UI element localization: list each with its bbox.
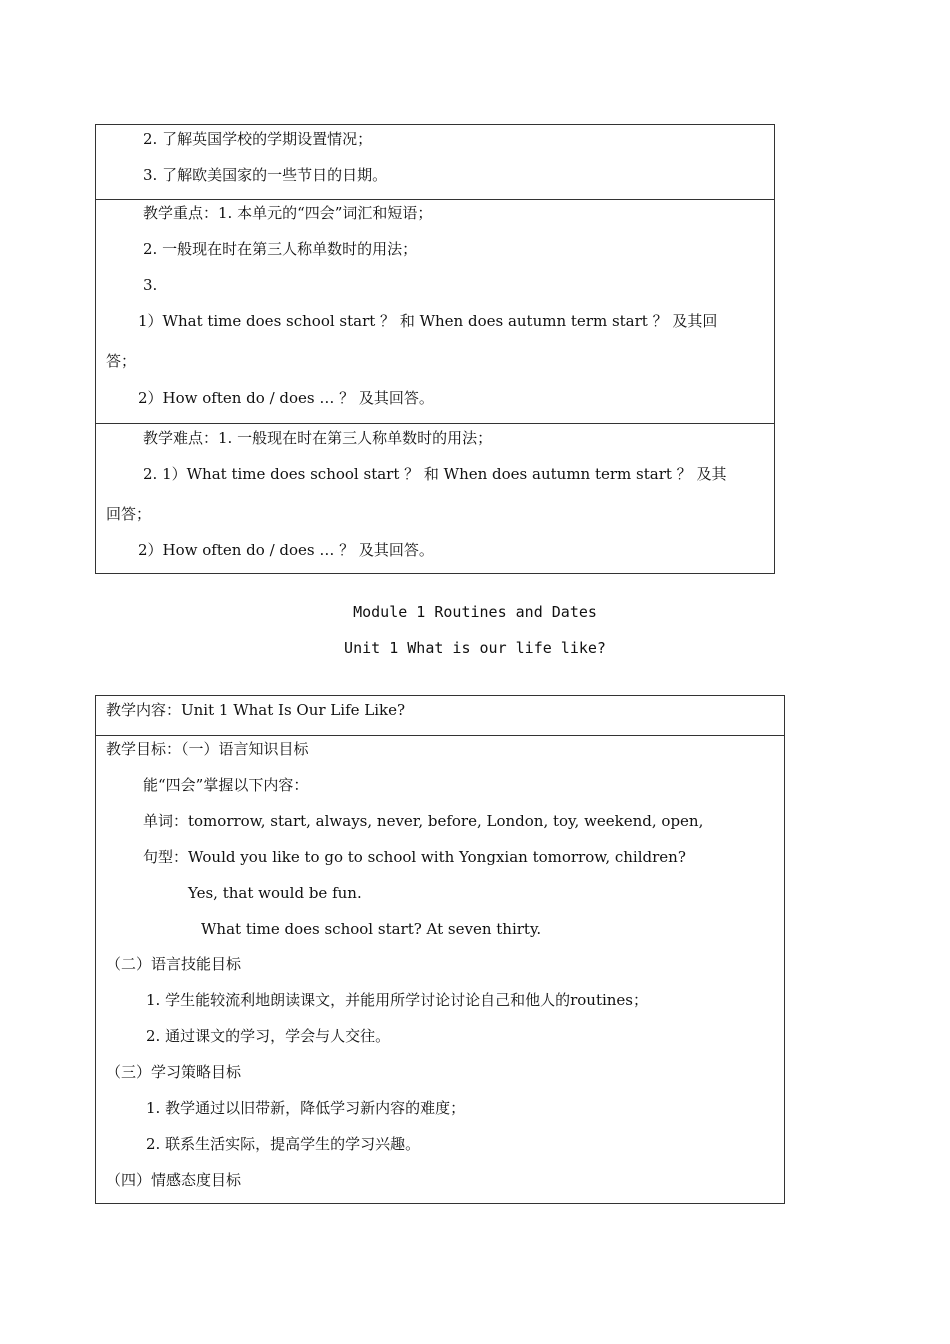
goal-line: What time does school start? At seven thirty. bbox=[201, 920, 542, 938]
objectives-table-continued bbox=[95, 124, 775, 574]
difficulty-line: 回答； bbox=[106, 505, 152, 523]
goal-line: （四）情感态度目标 bbox=[106, 1171, 242, 1189]
goal-line: 1. 学生能较流利地朗读课文，并能用所学讨论讨论自己和他人的routines； bbox=[146, 991, 649, 1009]
key-point-line: 1）What time does school start ？ 和 When does autumn term start ？ 及其回 bbox=[138, 312, 718, 330]
goal-line: 教学目标：（一）语言知识目标 bbox=[106, 740, 309, 758]
goal-line: （三）学习策略目标 bbox=[106, 1063, 242, 1081]
module-title: Module 1 Routines and Dates bbox=[353, 603, 597, 621]
key-point-line: 答； bbox=[106, 352, 137, 370]
goal-line: 句型：Would you like to go to school with Yongxian tomorrow, children? bbox=[143, 848, 686, 866]
objective-line: 3. 了解欧美国家的一些节日的日期。 bbox=[143, 166, 388, 184]
content-line: 教学内容：Unit 1 What Is Our Life Like? bbox=[106, 701, 406, 719]
goal-line: Yes, that would be fun. bbox=[188, 884, 362, 902]
key-point-line: 2）How often do / does … ？ 及其回答。 bbox=[138, 389, 434, 407]
difficulty-line: 教学难点：1. 一般现在时在第三人称单数时的用法； bbox=[143, 429, 493, 447]
goal-line: （二）语言技能目标 bbox=[106, 955, 242, 973]
goal-line: 1. 教学通过以旧带新，降低学习新内容的难度； bbox=[146, 1099, 466, 1117]
unit-title: Unit 1 What is our life like? bbox=[344, 639, 606, 657]
goals-cell bbox=[96, 735, 784, 1204]
goal-line: 能“四会”掌握以下内容： bbox=[143, 776, 309, 794]
key-point-line: 2. 一般现在时在第三人称单数时的用法； bbox=[143, 240, 418, 258]
lesson-plan-table bbox=[95, 695, 785, 1204]
difficulties-cell bbox=[96, 423, 774, 574]
key-point-line: 教学重点：1. 本单元的“四会”词汇和短语； bbox=[143, 204, 433, 222]
goal-line: 单词：tomorrow, start, always, never, before, London, toy, weekend, open, bbox=[143, 812, 704, 830]
content-cell bbox=[96, 696, 784, 735]
objective-line: 2. 了解英国学校的学期设置情况； bbox=[143, 130, 373, 148]
key-point-line: 3. bbox=[143, 276, 158, 294]
difficulty-line: 2. 1）What time does school start ？ 和 When does autumn term start ？ 及其 bbox=[143, 465, 727, 483]
objectives-cell bbox=[96, 125, 774, 199]
key-points-cell bbox=[96, 199, 774, 424]
goal-line: 2. 通过课文的学习，学会与人交往。 bbox=[146, 1027, 391, 1045]
goal-line: 2. 联系生活实际，提高学生的学习兴趣。 bbox=[146, 1135, 421, 1153]
difficulty-line: 2）How often do / does … ？ 及其回答。 bbox=[138, 541, 434, 559]
